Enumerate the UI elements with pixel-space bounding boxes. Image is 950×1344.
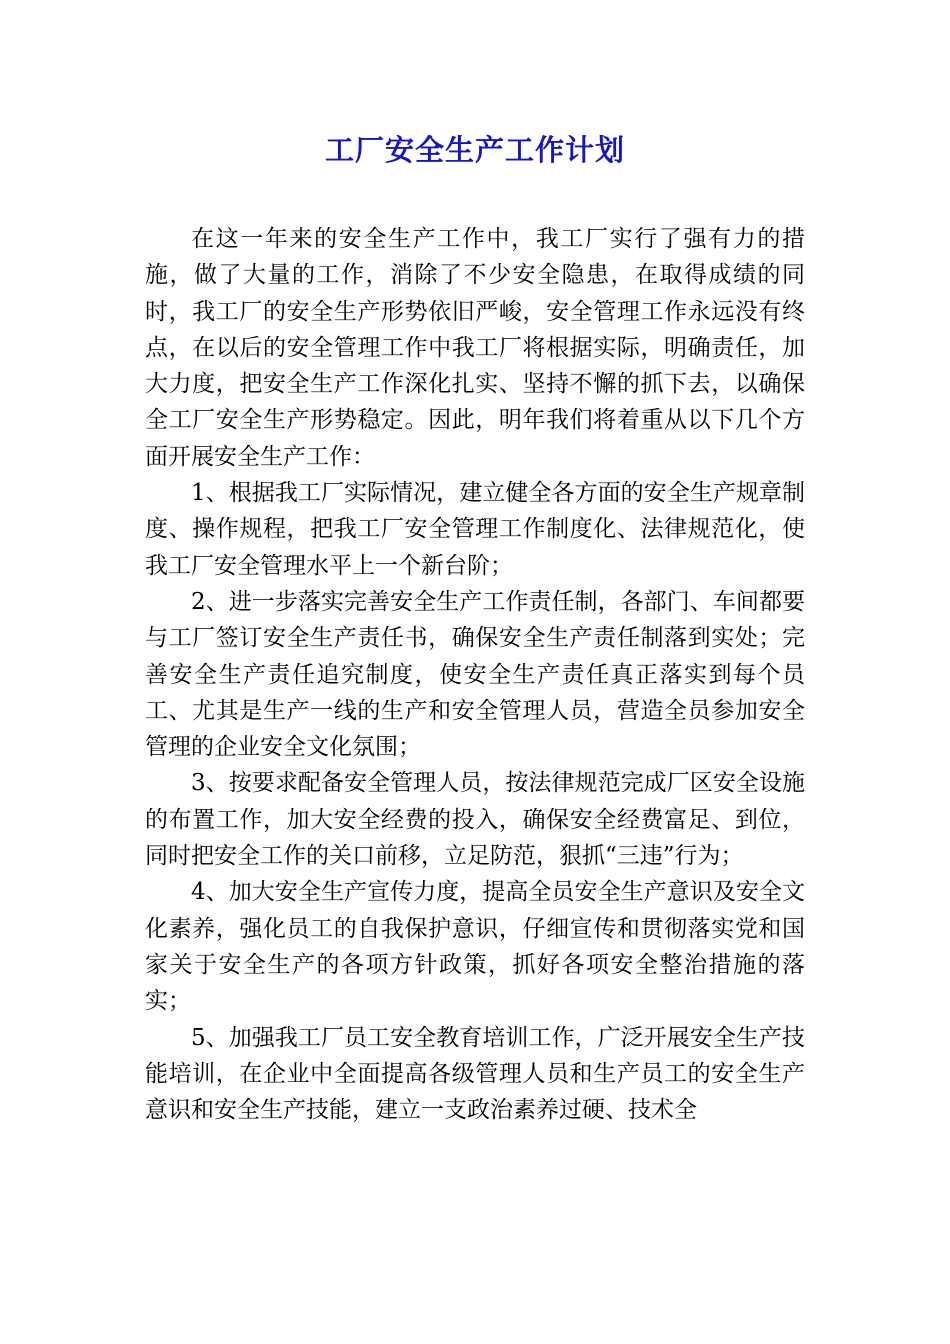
item-paragraph-2: 2、进一步落实完善安全生产工作责任制，各部门、车间都要与工厂签订安全生产责任书，确保安全生产责任制落到实处；完善安全生产责任追究制度，使安全生产责任真正落实到每个员工、尤其是生产一线的生产和安全管理人员，营造全员参加安全管理的企业安全文化氛围； [145, 588, 805, 761]
item-paragraph-4: 4、加大安全生产宣传力度，提高全员安全生产意识及安全文化素养，强化员工的自我保护意识，仔细宣传和贯彻落实党和国家关于安全生产的各项方针政策，抓好各项安全整治措施的落实； [145, 879, 805, 1015]
item-paragraph-3: 3、按要求配备安全管理人员，按法律规范完成厂区安全设施的布置工作，加大安全经费的投入，确保安全经费富足、到位，同时把安全工作的关口前移，立足防范，狠抓“三违”行为； [145, 770, 805, 870]
document-title: 工厂安全生产工作计划 [324, 133, 625, 167]
intro-paragraph: 在这一年来的安全生产工作中，我工厂实行了强有力的措施，做了大量的工作，消除了不少安全隐患，在取得成绩的同时，我工厂的安全生产形势依旧严峻，安全管理工作永远没有终点，在以后的安全管理工作中我工厂将根据实际，明确责任，加大力度，把安全生产工作深化扎实、坚持不懈的抓下去，以确保全工厂安全生产形势稳定。因此，明年我们将着重从以下几个方面开展安全生产工作： [145, 226, 805, 470]
item-paragraph-5: 5、加强我工厂员工安全教育培训工作，广泛开展安全生产技能培训，在企业中全面提高各级管理人员和生产员工的安全生产意识和安全生产技能，建立一支政治素养过硬、技术全 [145, 1024, 805, 1124]
item-paragraph-1: 1、根据我工厂实际情况，建立健全各方面的安全生产规章制度、操作规程，把我工厂安全管理工作制度化、法律规范化，使我工厂安全管理水平上一个新台阶； [145, 480, 805, 579]
document-body [145, 221, 805, 1128]
